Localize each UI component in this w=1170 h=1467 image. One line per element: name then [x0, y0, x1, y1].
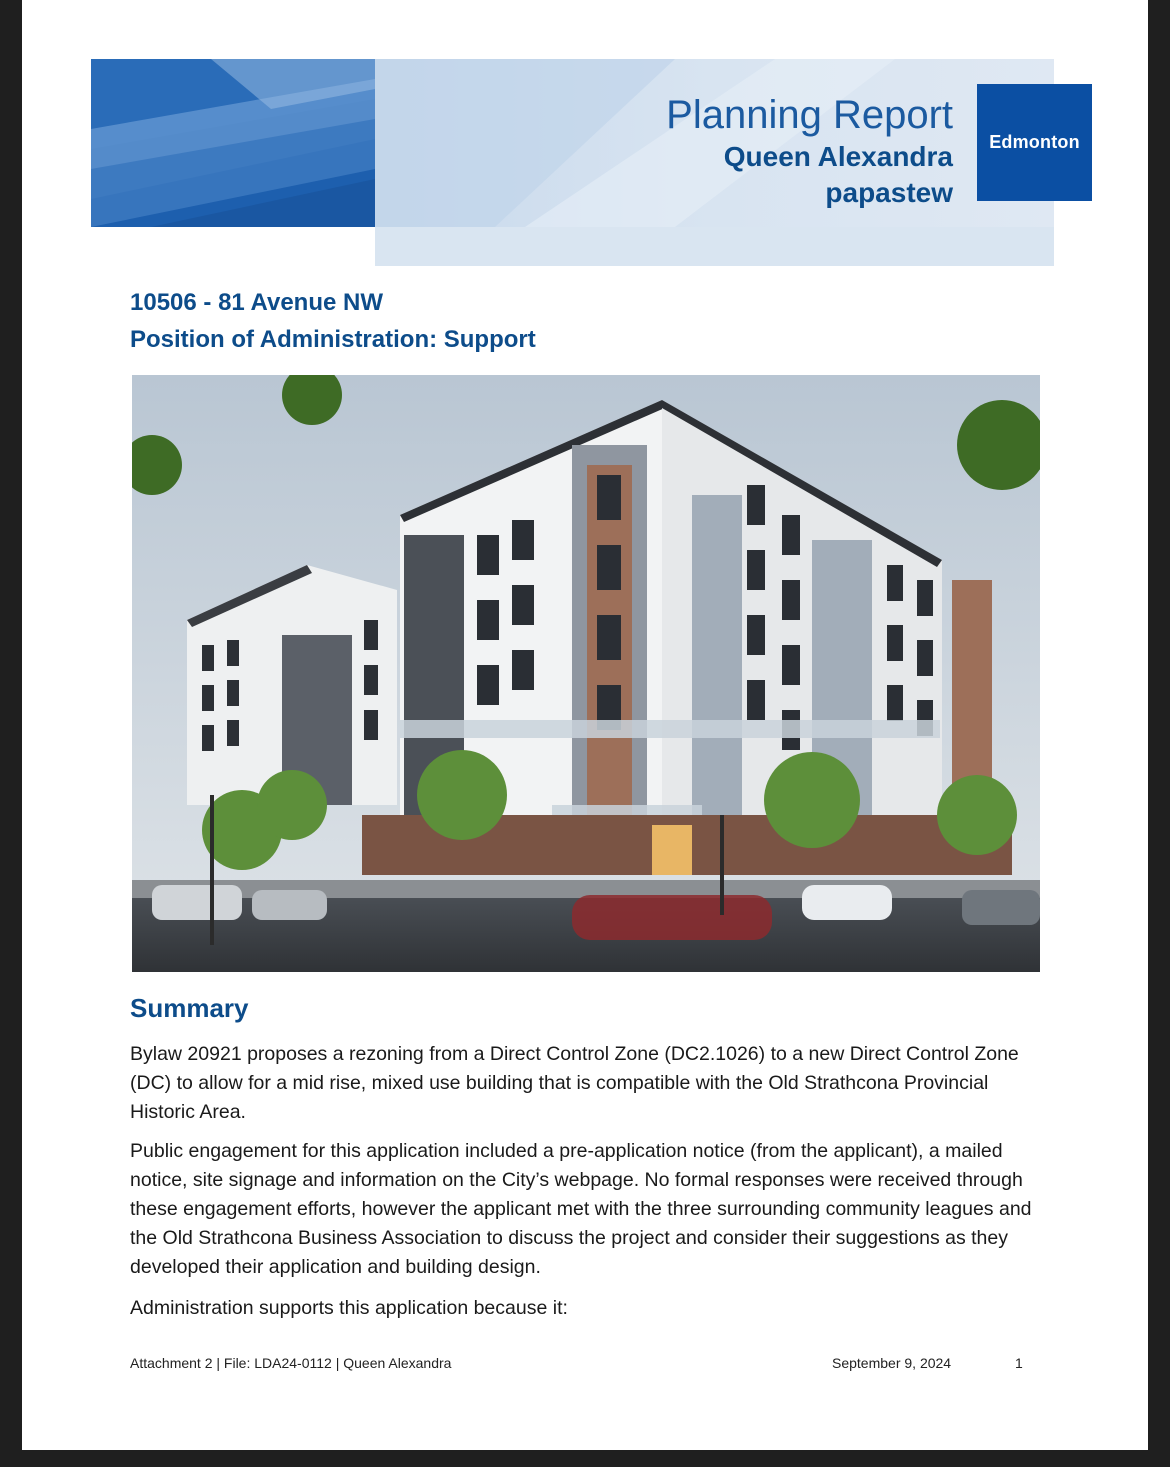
footer-page-number: 1	[1015, 1355, 1023, 1371]
banner-strip	[375, 227, 1054, 266]
banner-graphic	[91, 59, 375, 227]
summary-paragraph-3: Administration supports this application because it:	[130, 1297, 568, 1319]
logo-text: Edmonton	[989, 132, 1080, 152]
summary-heading: Summary	[130, 993, 249, 1023]
site-address: 10506 - 81 Avenue NW	[130, 289, 383, 316]
footer-date: September 9, 2024	[832, 1355, 952, 1371]
administration-position: Position of Administration: Support	[130, 326, 536, 353]
summary-paragraph-2: Public engagement for this application included a pre-application notice (from the applicant), a mailed notice, site signage and information on the City’s webpage. No formal responses were received through these engagement efforts, however the applicant met with the three surrounding community leagues and the Old Strathcona Business Association to discuss the project and consider their suggestions as they developed their application and building design.	[130, 1140, 1032, 1278]
report-subtitle-neighbourhood: Queen Alexandra	[723, 141, 953, 172]
footer-attachment-info: Attachment 2 | File: LDA24-0112 | Queen Alexandra	[130, 1355, 452, 1371]
document-page	[22, 0, 1148, 1450]
edmonton-logo	[977, 84, 1092, 201]
report-subtitle-ward: papastew	[825, 177, 953, 208]
building-rendering-image	[132, 375, 1040, 972]
summary-paragraph-1: Bylaw 20921 proposes a rezoning from a Direct Control Zone (DC2.1026) to a new Direct Control Zone (DC) to allow for a mid rise, mixed use building that is compatible with the Old Strathcona Provincial Historic Area.	[130, 1043, 1019, 1123]
report-title: Planning Report	[666, 93, 953, 137]
